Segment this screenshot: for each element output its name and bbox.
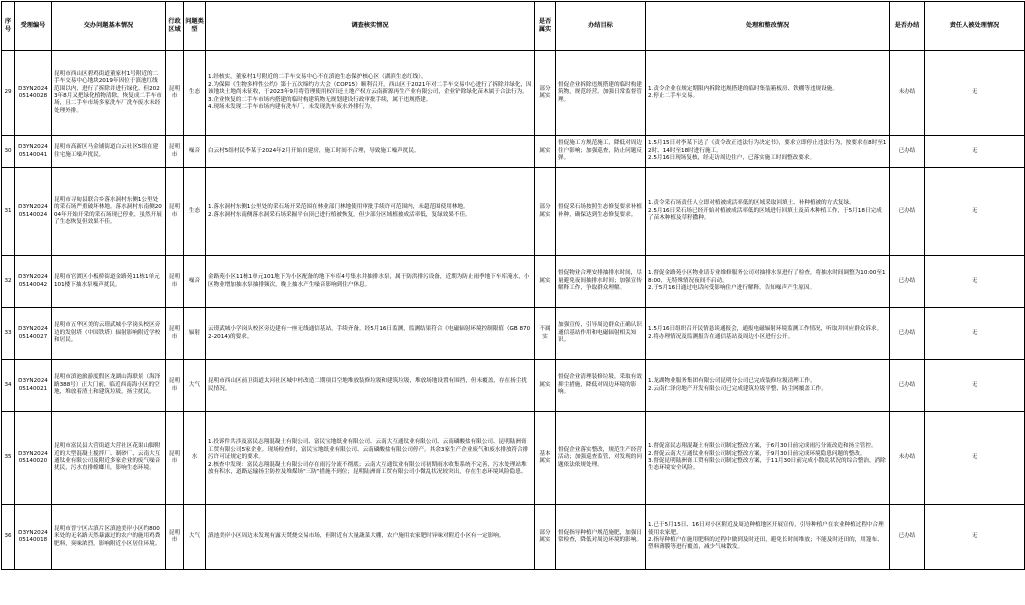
cell-target: 督促物业合理安排抽排水时间，尽量避免夜间抽排水时间；加强宣传解释工作，争取群众理解。 (556, 256, 646, 308)
cell-handling: 1.责令采石场责任人立即对植被成活率低的区域采取回填土、补种植被的方式复绿。 2.5月16日采石场已经开始对植被成活率低的区域进行回填土及苗木种植工作，于5月18日完成了苗木种植及草籽撒种。 (646, 168, 890, 256)
header-region: 行政区域 (166, 2, 184, 51)
cell-no: 32 (2, 256, 15, 308)
cell-type: 噪音 (184, 256, 206, 308)
cell-target: 督促企业清理装修垃圾，采取有效抑尘措施，降低对周边环境的影响。 (556, 360, 646, 412)
cell-id: D3YN2024 05140028 (15, 51, 52, 136)
cell-investigation: 1.投诉件共涉及富民志翔混凝土有限公司、富民宝地纸业有限公司、云南大互通钛业有限公司、云南磷酸盐有限公司、昆明陆洲膏工贸有限公司5家企业。现场检查时，富民宝地纸业有限公司、云南磷酸盐有限公司停产。其余3家生产企业废气和废水排放符合排污许可证规定的要求。 2.核查中发现：富民志翔混凝土有限公司存在雨污分流不彻底；云南大互通钛业有限公司初期雨水收集系统不完善，污水处理站堆放有积水，道路运输扬尘防控及堆煤场"三防"措施不到位；昆明陆洲膏工贸有限公司小微乱状况较突出，存在生态环境风险隐患。 (206, 412, 535, 505)
cell-target: 督促采石场按照生态修复要求补植补种，确保达到生态修复要求。 (556, 168, 646, 256)
cell-done: 已办结 (890, 256, 925, 308)
table-row (2, 136, 1025, 168)
cell-person: 无 (925, 412, 1025, 505)
cell-person: 无 (925, 136, 1025, 168)
cell-basic: 昆明市西山区碧鸡街道董家村1号附近的二手车交易中心地块2019年因位于滇池红线范围以内，进行了拆除并进行绿化。但2023年8月又把绿化植物清除，恢复成二手车市场，且二手车市场多家洗车厂洗车废水未经处理外排。 (52, 51, 166, 136)
cell-person: 无 (925, 168, 1025, 256)
header-type: 问题类型 (184, 2, 206, 51)
cell-region: 昆明市 (166, 412, 184, 505)
cell-basic: 昆明市富民县大营街道大营社区花果山脚附近的大型混凝土搅拌厂、制砂厂、云南大互通钛业有限公司及附近多家企业的废气噪音扰民，污水直排螳螂川，影响生态环境。 (52, 412, 166, 505)
header-no: 序号 (2, 2, 15, 51)
cell-handling: 1.督促富民志翔混凝土有限公司制定整改方案，于6月30日前完成雨污分流改造和扬尘管控。 2.督促云南大互通钛业有限公司制定整改方案，于9月30日前完成环境隐患问题的整改。 3.督促昆明陆洲膏工贸有限公司制定整改方案，于11月30日前完成小散乱状况的综合整治，消除生态环境安全风险。 (646, 412, 890, 505)
cell-investigation: 昆明市西山区前卫街道太河社区城中村改造二期项目空地堆放装修垃圾和建筑垃圾，堆放场地设置有围挡，但未覆盖，存在扬尘扰民情况。 (206, 360, 535, 412)
cell-handling: 1.督促金路苑小区物业请专业维修服务公司对抽排水泵进行了检查，将抽水时间调整为10:00至18:00，无特殊情况夜间不启动。 2.于5月16日通过电话向受影响住户进行解释，告知噪声产生原因。 (646, 256, 890, 308)
cell-done: 未办结 (890, 51, 925, 136)
cell-type: 噪音 (184, 136, 206, 168)
cell-valid: 部分属实 (535, 51, 556, 136)
cell-investigation: 白云村5组村民李某于2024年2月开始自建房，施工时间不合理，导致施工噪声扰民。 (206, 136, 535, 168)
cell-region: 昆明市 (166, 505, 184, 570)
cell-person: 无 (925, 51, 1025, 136)
cell-handling: 1.5月16日组织召开民情恳谈通报会，通报电磁辐射环境监测工作情况，听取并回应群众诉求。 2.将办理情况及监测报告在通信基站及周边小区进行公开。 (646, 308, 890, 360)
table-row (2, 308, 1025, 360)
cell-type: 生态 (184, 51, 206, 136)
header-row (2, 2, 1025, 51)
table-row (2, 412, 1025, 505)
cell-id: D3YN2024 05140041 (15, 136, 52, 168)
cell-type: 大气 (184, 505, 206, 570)
cell-handling: 1.5月15日对李某下达了《责令改正违法行为决定书》，要求立即停止违法行为，按要求在8时至12时、14时至18时进行施工。 2.5月16日现场复核，经走访周边住户，已落实施工时间整改要求。 (646, 136, 890, 168)
cell-person: 无 (925, 505, 1025, 570)
table-row (2, 360, 1025, 412)
cell-target: 加强宣传，引导周边群众正确认识通信基站作用和电磁辐射相关知识。 (556, 308, 646, 360)
cell-type: 大气 (184, 360, 206, 412)
header-done: 是否办结 (890, 2, 925, 51)
cell-done: 已办结 (890, 136, 925, 168)
cell-person: 无 (925, 256, 1025, 308)
cell-investigation: 云璟武城小学岗头校区旁边建有一座无线通信基站，手续齐备。经5月16日监测，监测结果符合《电磁辐射环境控制限值（GB 8702-2014)的要求。 (206, 308, 535, 360)
cell-id: D3YN2024 05140021 (15, 360, 52, 412)
table-row (2, 256, 1025, 308)
header-investigation: 调查核实情况 (206, 2, 535, 51)
cell-region: 昆明市 (166, 168, 184, 256)
table-row (2, 505, 1025, 570)
cell-target: 督促施工方规范施工，降低对周边住户影响；加强巡查，防止问题反弹。 (556, 136, 646, 168)
cell-basic: 昆明市滇池旅游度假区龙湖山海联景（海泽路388号）正大门前，临近西南海小区的空地，堆放着渣土和建筑垃圾，扬尘扰民。 (52, 360, 166, 412)
cell-person: 无 (925, 308, 1025, 360)
cell-region: 昆明市 (166, 136, 184, 168)
case-table (1, 1, 1025, 570)
cell-region: 昆明市 (166, 360, 184, 412)
cell-valid: 部分属实 (535, 168, 556, 256)
cell-no: 31 (2, 168, 15, 256)
table-row (2, 168, 1025, 256)
header-target: 办结目标 (556, 2, 646, 51)
header-handling: 处理和整改情况 (646, 2, 890, 51)
cell-done: 已办结 (890, 168, 925, 256)
header-valid: 是否属实 (535, 2, 556, 51)
cell-investigation: 滇池美岸小区周边未发现有露天焚烧交易市场，但附近有大量蔬菜大棚，农户施用农家肥时异味对附近小区有一定影响。 (206, 505, 535, 570)
cell-handling: 1.责令企业在规定期限内拆除违规搭建的临时集装箱板房、铁棚等违规设施。 2.停止二手车交易。 (646, 51, 890, 136)
cell-id: D3YN2024 05140042 (15, 256, 52, 308)
cell-region: 昆明市 (166, 256, 184, 308)
cell-person: 无 (925, 360, 1025, 412)
cell-handling: 1.已于5月15日、16日对小区附近及周边种植地区开展宣传，引导种植户在农业种植过程中合理使用农家肥。 2.指导种植户在施用肥料的过程中做到及时还田，避免长时间堆放；不能及时还田的，用篷布、塑料薄膜等进行覆盖，减少气味散发。 (646, 505, 890, 570)
cell-investigation: 1.落水洞村东侧1公里处的采石场开采范围在林业部门林地使用审批手续许可范围内，未超范围使用林地。 2.落水洞村东南侧落水洞采石场采掘平台顶已进行植被恢复，但少部分区域植被成活率低，复绿效果不佳。 (206, 168, 535, 256)
cell-no: 30 (2, 136, 15, 168)
cell-id: D3YN2024 05140018 (15, 505, 52, 570)
cell-done: 已办结 (890, 308, 925, 360)
cell-done: 已办结 (890, 360, 925, 412)
cell-type: 水 (184, 412, 206, 505)
header-id: 受理编号 (15, 2, 52, 51)
header-person: 责任人被处理情况 (925, 2, 1025, 51)
cell-basic: 昆明市高新区马金铺街道白云社区5组在建住宅施工噪声扰民。 (52, 136, 166, 168)
cell-valid: 属实 (535, 256, 556, 308)
table-row (2, 51, 1025, 136)
cell-target: 督促企业落实整改，规范生产经营活动；加强巡查监管，对发现的问题依法依规处理。 (556, 412, 646, 505)
cell-valid: 不属实 (535, 308, 556, 360)
cell-valid: 部分属实 (535, 505, 556, 570)
cell-basic: 昆明市寻甸县联合乡落水洞村东侧1公里处的采石场严重破坏林地。落水洞村东南侧2004年开始开采的采石场现已停业，虽然开展了生态恢复但效果不佳。 (52, 168, 166, 256)
cell-basic: 昆明市五华区美的云璟武城小学岗头校区旁边的发射塔（中国铁塔）辐射影响附近学校和居民。 (52, 308, 166, 360)
cell-handling: 1.龙湖物业服务集团有限公司昆明分公司已完成装修垃圾清理工作。 2.云南仁泽房地产开发有限公司已完成建筑垃圾平整、防尘网覆盖工作。 (646, 360, 890, 412)
cell-type: 生态 (184, 168, 206, 256)
cell-no: 35 (2, 412, 15, 505)
cell-done: 已办结 (890, 505, 925, 570)
cell-no: 29 (2, 51, 15, 136)
cell-investigation: 金路苑小区11栋1单元101地下为小区配备的地下车库4号集水井抽排水泵，属于防洪排污设备，近期为防止雨季地下车库淹水，小区物业增加抽水泵抽排频次，晚上抽水产生噪音影响到住户休息。 (206, 256, 535, 308)
cell-id: D3YN2024 05140027 (15, 308, 52, 360)
cell-region: 昆明市 (166, 308, 184, 360)
cell-valid: 属实 (535, 136, 556, 168)
cell-basic: 昆明市官渡区小板桥街道金路苑11栋1单元101楼下抽水泵噪声扰民。 (52, 256, 166, 308)
cell-target: 督促企业拆除违规搭建的临时构建筑物，规范经营，加强日常监督管理。 (556, 51, 646, 136)
cell-target: 督促指导种植户规范施肥，加强日常检查，降低对周边环境的影响。 (556, 505, 646, 570)
cell-id: D3YN2024 05140024 (15, 168, 52, 256)
header-basic: 交办问题基本情况 (52, 2, 166, 51)
cell-type: 辐射 (184, 308, 206, 360)
cell-region: 昆明市 (166, 51, 184, 136)
cell-investigation: 1.经核实，董家村1号附近的二手车交易中心不在滇池生态保护核心区（湖滨生态红线）。 2.为保障《生物多样性公约》第十五次缔约方大会（COP15）顺利召开，西山区于2021年对二手车交易中心进行了拆除并绿化，因该地块土地尚未征收，于2023年9月将管理使用权归还土地产权方云南新源再生产业有限公司，企业铲除绿化苗木属于合法行为。 3.企业恢复的二手车市场内搭建的临时构建筑物无规划建设行政审批手续，属于违规搭建。 4.现场未发现二手车市场内建有洗车厂，未发现洗车废水外排行为。 (206, 51, 535, 136)
cell-no: 33 (2, 308, 15, 360)
cell-done: 未办结 (890, 412, 925, 505)
cell-id: D3YN2024 05140020 (15, 412, 52, 505)
cell-no: 34 (2, 360, 15, 412)
cell-valid: 属实 (535, 360, 556, 412)
cell-no: 36 (2, 505, 15, 570)
cell-valid: 基本属实 (535, 412, 556, 505)
cell-basic: 昆明市晋宁区古滇片区滇池美岸小区约800米处的无名路天然暴露过的农户的施用鸡粪肥料，臭味浓烈，影响附近小区居住环境。 (52, 505, 166, 570)
